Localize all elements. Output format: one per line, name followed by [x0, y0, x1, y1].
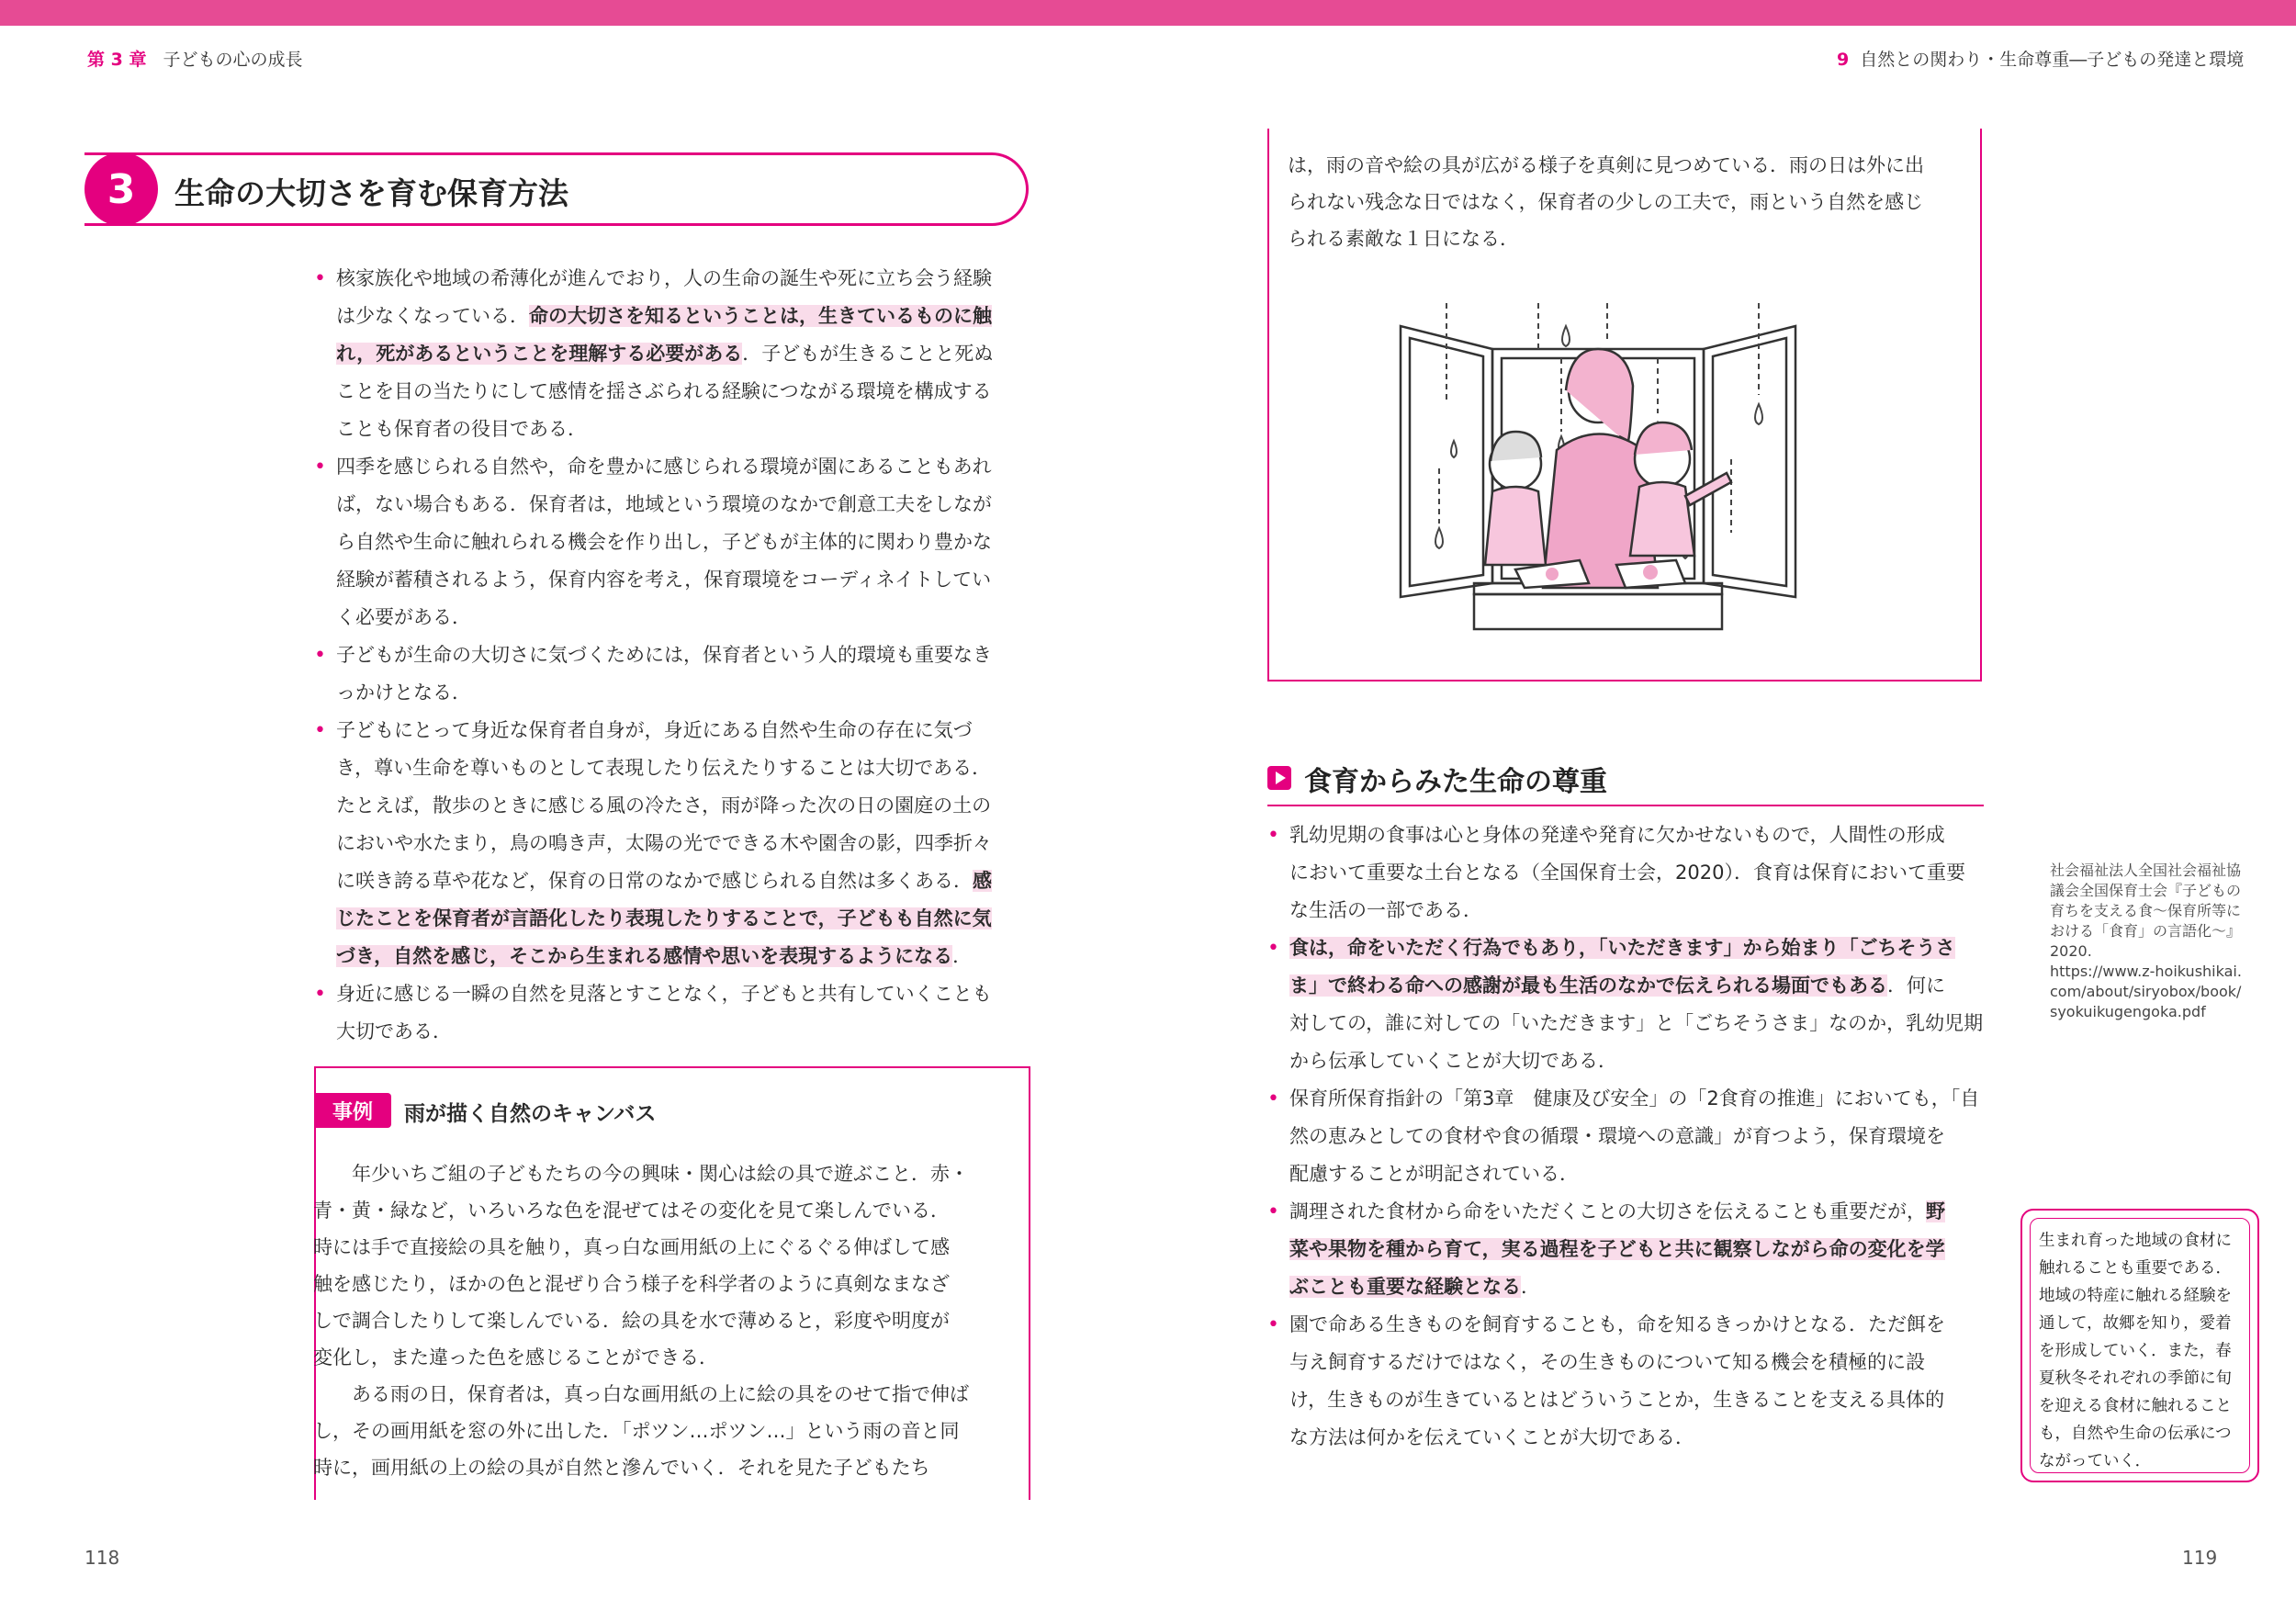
highlighted-text: れ，死があるということを理解する必要がある — [336, 343, 743, 365]
bullet-item — [1267, 1080, 2002, 1193]
text-line: き，尊い生命を尊いものとして表現したり伝えたりすることは大切である． — [336, 757, 992, 779]
note-line: https://www.z-hoikushikai. — [2050, 963, 2242, 980]
section-title: 生命の大切さを育む保育方法 — [174, 175, 568, 211]
text-line: 大切である． — [336, 1020, 452, 1042]
note-line: 育ちを支える食〜保育所等に — [2050, 902, 2242, 919]
memo-line: 地域の特産に触れる経験を — [2039, 1287, 2232, 1305]
reference-note — [2050, 861, 2257, 1022]
page-number-left: 118 — [84, 1547, 120, 1569]
text-line: 与え飼育するだけではなく，その生きものについて知る機会を積極的に設 — [1289, 1351, 1926, 1373]
text-line: 経験が蓄積されるよう，保育内容を考え，保育環境をコーディネイトしてい — [336, 569, 992, 591]
bullet-item — [1267, 817, 2002, 929]
memo-line: 夏秋冬それぞれの季節に旬 — [2039, 1369, 2232, 1388]
text-line: ある雨の日，保育者は，真っ白な画用紙の上に絵の具をのせて指で伸ば — [352, 1383, 969, 1405]
text-line: ． — [952, 945, 973, 967]
memo-line: 生まれ育った地域の食材に — [2039, 1232, 2232, 1250]
text-line: な生活の一部である． — [1289, 899, 1482, 921]
bullet-item — [314, 260, 1040, 448]
case-paragraph — [313, 1155, 1019, 1376]
highlighted-text: 野 — [1926, 1200, 1945, 1222]
case-body-continued — [1288, 147, 1967, 257]
left-bullet-list — [314, 260, 1040, 1051]
text-line: 対しての，誰に対しての「いただきます」と「ごちそうさま」なのか，乳幼児期 — [1289, 1012, 1984, 1034]
highlighted-text: 菜や果物を種から育て，実る過程を子どもと共に観察しながら命の変化を学 — [1289, 1238, 1945, 1260]
memo-line: 通して，故郷を知り，愛着 — [2039, 1314, 2232, 1333]
text-line: け，生きものが生きているとはどういうことか，生きることを支える具体的 — [1289, 1389, 1945, 1411]
note-line: com/about/siryobox/book/ — [2050, 983, 2242, 1000]
subsection-title: 食育からみた生命の尊重 — [1304, 766, 1607, 798]
memo-line: を迎える食材に触れること — [2039, 1397, 2232, 1415]
text-line: 核家族化や地域の希薄化が進んでおり，人の生命の誕生や死に立ち会う経験 — [336, 267, 992, 289]
top-accent-bar — [0, 0, 2296, 26]
text-line: は少なくなっている． — [336, 305, 529, 327]
note-line: 社会福祉法人全国社会福祉協 — [2050, 862, 2242, 879]
running-header-left — [87, 46, 302, 71]
right-bullet-list — [1267, 817, 2002, 1457]
text-line: に咲き誇る草や花など，保育の日常のなかで感じられる自然は多くある． — [336, 870, 973, 892]
case-paragraph — [313, 1376, 1019, 1486]
text-line: 年少いちご組の子どもたちの今の興味・関心は絵の具で遊ぶこと．赤・ — [352, 1163, 969, 1185]
bullet-item — [314, 448, 1040, 636]
text-line: 時に，画用紙の上の絵の具が自然と滲んでいく．それを見た子どもたち — [313, 1457, 930, 1479]
memo-line: ながっていく． — [2039, 1452, 2152, 1470]
section-header-title: 自然との関わり・生命尊重―子どもの発達と環境 — [1860, 50, 2245, 70]
text-line: たとえば，散歩のときに感じる風の冷たさ，雨が降った次の日の園庭の土の — [336, 794, 992, 817]
text-line: ことを目の当たりにして感情を揺さぶられる経験につながる環境を構成する — [336, 380, 992, 402]
text-line: ．何に — [1887, 974, 1945, 997]
play-triangle-icon — [1267, 766, 1291, 790]
text-line: 配慮することが明記されている． — [1289, 1163, 1579, 1185]
bullet-item — [1267, 1306, 2002, 1457]
note-line: 2020. — [2050, 942, 2092, 960]
note-line: 議会全国保育士会『子どもの — [2050, 882, 2242, 899]
memo-line: 触れることも重要である． — [2039, 1259, 2232, 1278]
chapter-title: 子どもの心の成長 — [163, 50, 303, 70]
text-line: ば，ない場合もある．保育者は，地域という環境のなかで創意工夫をしなが — [336, 493, 992, 515]
running-header-right — [1837, 46, 2244, 71]
text-line: ことも保育者の役目である． — [336, 418, 587, 440]
note-line: おける「食育」の言語化〜』 — [2050, 922, 2242, 940]
text-line: は，雨の音や絵の具が広がる様子を真剣に見つめている．雨の日は外に出 — [1288, 154, 1924, 176]
memo-line: を形成していく．また，春 — [2039, 1342, 2232, 1360]
text-line: 触を感じたり，ほかの色と混ぜり合う様子を科学者のように真剣なまなざ — [313, 1273, 950, 1295]
page-number-right: 119 — [2182, 1547, 2218, 1569]
text-line: しで調合したりして楽しんでいる．絵の具を水で薄めると，彩度や明度が — [313, 1310, 950, 1332]
text-line: 変化し，また違った色を感じることができる． — [313, 1346, 718, 1369]
text-line: 保育所保育指針の「第3章 健康及び安全」の「2食育の推進」においても，「自 — [1289, 1087, 1980, 1109]
text-line: 青・黄・緑など，いろいろな色を混ぜてはその変化を見て楽しんでいる． — [313, 1200, 950, 1222]
case-tag: 事例 — [314, 1093, 391, 1128]
highlighted-text: ぶことも重要な経験となる — [1289, 1276, 1521, 1298]
text-line: ．子どもが生きることと死ぬ — [742, 343, 994, 365]
text-line: られる素敵な１日になる． — [1288, 228, 1519, 250]
text-line: 身近に感じる一瞬の自然を見落とすことなく，子どもと共有していくことも — [336, 983, 992, 1005]
highlighted-text: 感 — [973, 870, 992, 892]
highlighted-text: 食は，命をいただく行為でもあり，「いただきます」から始まり「ごちそうさ — [1289, 937, 1955, 959]
bullet-item — [314, 712, 1040, 975]
subsection-underline — [1267, 805, 1984, 806]
text-line: 子どもが生命の大切さに気づくためには，保育者という人的環境も重要なき — [336, 644, 992, 666]
highlighted-text: づき，自然を感じ，そこから生まれる感情や思いを表現するようになる — [336, 945, 953, 967]
highlighted-text: 命の大切さを知るということは，生きているものに触 — [529, 305, 992, 327]
bullet-item — [1267, 929, 2002, 1080]
text-line: 四季を感じられる自然や，命を豊かに感じられる環境が園にあることもあれ — [336, 456, 992, 478]
chapter-number: 第 3 章 — [87, 50, 147, 70]
memo-text — [2039, 1227, 2245, 1475]
text-line: から伝承していくことが大切である． — [1289, 1050, 1617, 1072]
text-line: し，その画用紙を窓の外に出した．「ポツン…ポツン…」という雨の音と同 — [313, 1420, 960, 1442]
text-line: な方法は何かを伝えていくことが大切である． — [1289, 1426, 1694, 1448]
text-line: において重要な土台となる（全国保育士会，2020）．食育は保育において重要 — [1289, 862, 1965, 884]
text-line: 子どもにとって身近な保育者自身が，身近にある自然や生命の存在に気づ — [336, 719, 973, 741]
text-line: く必要がある． — [336, 606, 471, 628]
note-line: syokuikugengoka.pdf — [2050, 1003, 2206, 1020]
section-number: 9 — [1837, 50, 1850, 70]
case-title: 雨が描く自然のキャンバス — [404, 1102, 657, 1126]
highlighted-text: じたことを保育者が言語化したり表現したりすることで，子どもも自然に気 — [336, 907, 992, 929]
text-line: ． — [1521, 1276, 1540, 1298]
section-number-badge: 3 — [84, 152, 158, 226]
text-line: においや水たまり，鳥の鳴き声，太陽の光でできる木や園舎の影，四季折々 — [336, 832, 992, 854]
text-line: っかけとなる． — [336, 681, 471, 704]
memo-line: も，自然や生命の伝承につ — [2039, 1425, 2232, 1443]
text-line: ら自然や生命に触れられる機会を作り出し，子どもが主体的に関わり豊かな — [336, 531, 992, 553]
text-line: 時には手で直接絵の具を触り，真っ白な画用紙の上にぐるぐる伸ばして感 — [313, 1236, 950, 1258]
text-line: られない残念な日ではなく，保育者の少しの工夫で，雨という自然を感じ — [1288, 191, 1924, 213]
text-line: 園で命ある生きものを飼育することも，命を知るきっかけとなる．ただ餌を — [1289, 1313, 1945, 1335]
case-paragraph — [1288, 147, 1967, 257]
text-line: 然の恵みとしての食材や食の循環・環境への意識」が育つよう，保育環境を — [1289, 1125, 1945, 1147]
highlighted-text: ま」で終わる命への感謝が最も生活のなかで伝えられる場面でもある — [1289, 974, 1887, 997]
text-line: 乳幼児期の食事は心と身体の発達や発育に欠かせないもので，人間性の形成 — [1289, 824, 1945, 846]
case-body — [313, 1155, 1019, 1486]
rain-window-illustration — [1382, 303, 1814, 643]
bullet-item — [1267, 1193, 2002, 1306]
bullet-item — [314, 975, 1040, 1051]
text-line: 調理された食材から命をいただくことの大切さを伝えることも重要だが， — [1289, 1200, 1926, 1222]
bullet-item — [314, 636, 1040, 712]
